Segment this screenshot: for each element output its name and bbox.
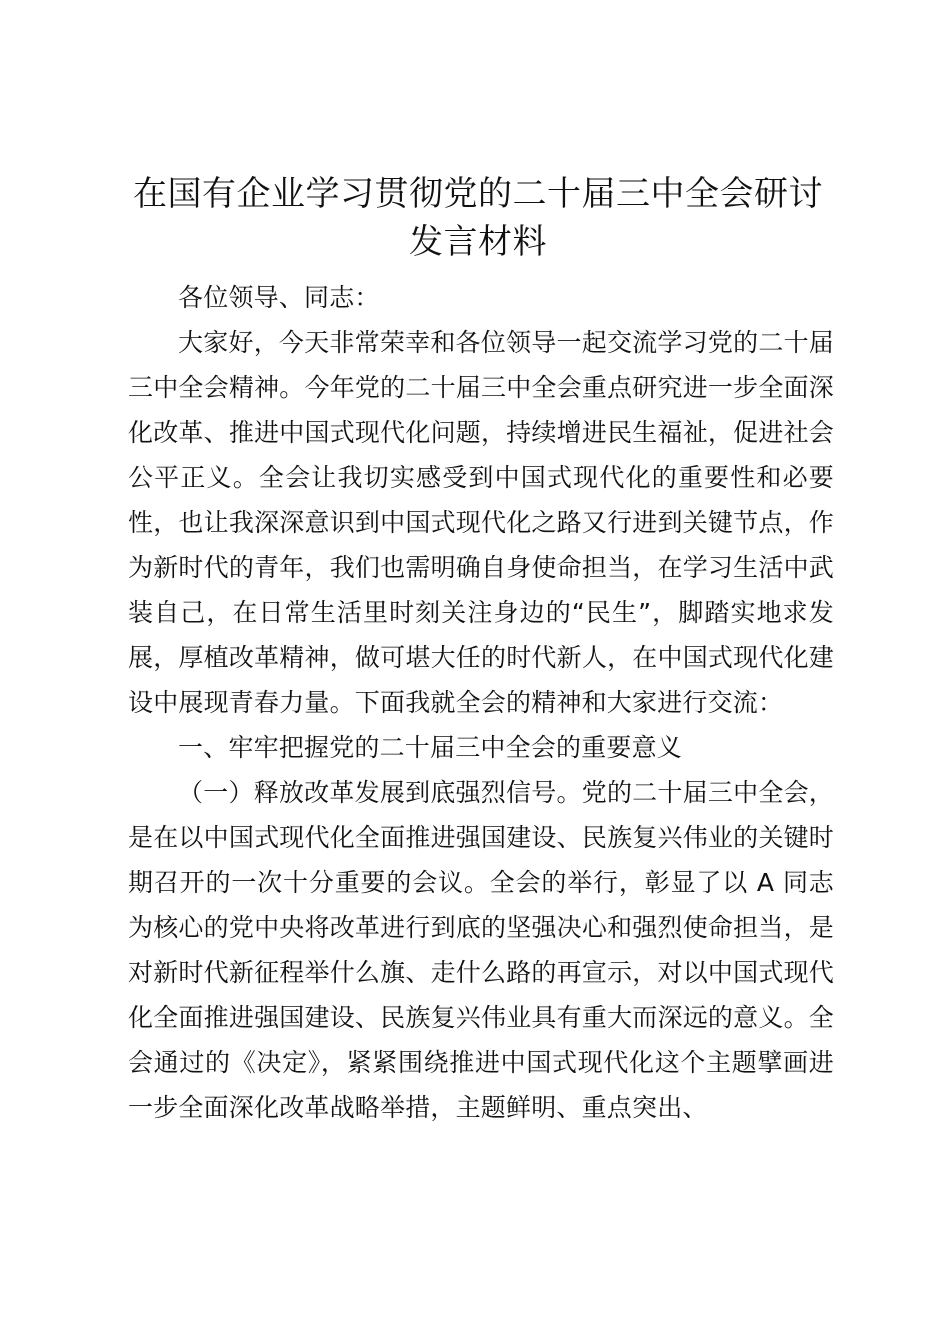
- section-heading: 一、牢牢把握党的二十届三中全会的重要意义: [178, 733, 683, 762]
- subsection-paragraph: （一）释放改革发展到底强烈信号。党的二十届三中全会，是在以中国式现代化全面推进强国建设、民族复兴伟业的关键时期召开的一次十分重要的会议。全会的举行，彰显了以 A 同志为核心的党中央将改革进行到底的坚强决心和强烈使命担当，是对新时代新征程举什么旗、走什么路的再宣示，对以中国式现代化全面推进强国建设、民族复兴伟业具有重大而深远的意义。全会通过的《决定》，紧紧围绕推进中国式现代化这个主题擘画进一步全面深化改革战略举措，主题鲜明、重点突出、: [128, 778, 834, 1122]
- document-title: 在国有企业学习贯彻党的二十届三中全会研讨发言材料: [133, 174, 823, 262]
- document-body: [128, 275, 834, 1130]
- opening-paragraph: 大家好，今天非常荣幸和各位领导一起交流学习党的二十届三中全会精神。今年党的二十届三中全会重点研究进一步全面深化改革、推进中国式现代化问题，持续增进民生福祉，促进社会公平正义。全会让我切实感受到中国式现代化的重要性和必要性，也让我深深意识到中国式现代化之路又行进到关键节点，作为新时代的青年，我们也需明确自身使命担当，在学习生活中武装自己，在日常生活里时刻关注身边的“民生”，脚踏实地求发展，厚植改革精神，做可堪大任的时代新人，在中国式现代化建设中展现青春力量。下面我就全会的精神和大家进行交流：: [128, 328, 834, 717]
- salutation-paragraph: 各位领导、同志：: [178, 283, 380, 312]
